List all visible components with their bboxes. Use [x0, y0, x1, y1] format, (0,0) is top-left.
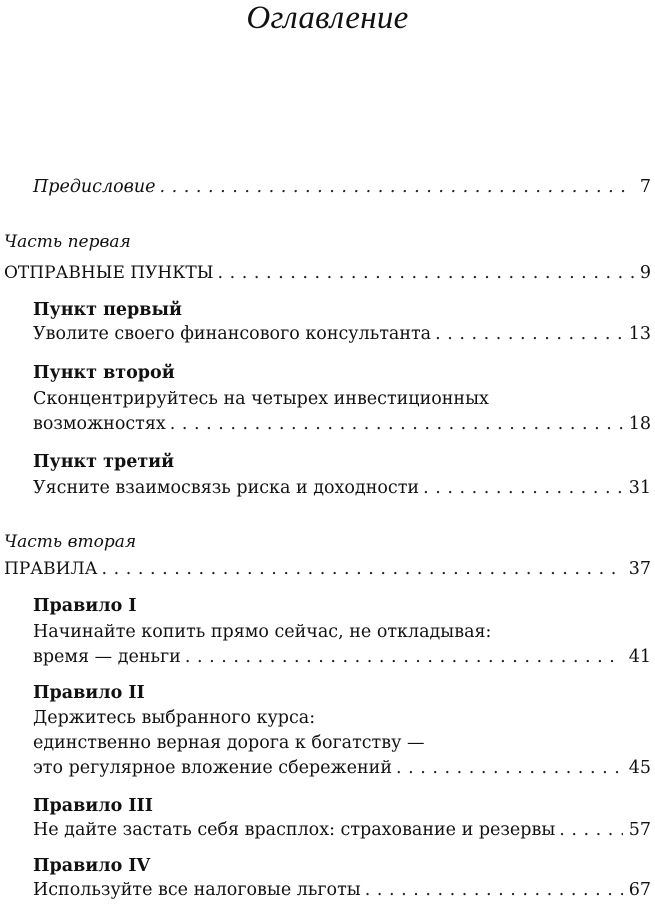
toc-page-number: 41 — [628, 647, 651, 667]
leader-dots — [396, 756, 623, 780]
toc-page-number: 9 — [639, 263, 651, 283]
toc-entry-preface[interactable] — [33, 175, 651, 199]
toc-entry-part1-heading[interactable] — [4, 261, 651, 285]
toc-entry-label-line: Сконцентрируйтесь на четырех инвестиционных — [33, 389, 489, 409]
toc-page-number: 57 — [628, 820, 651, 840]
toc-entry[interactable] — [33, 322, 651, 346]
toc-entry-label-line: Начинайте копить прямо сейчас, не откладывая: — [33, 622, 492, 642]
section-title: Пункт второй — [33, 363, 175, 383]
leader-dots — [102, 557, 623, 581]
toc-page-number: 18 — [628, 414, 651, 434]
leader-dots — [159, 175, 633, 199]
section-title: Правило II — [33, 683, 145, 703]
part-heading: ОТПРАВНЫЕ ПУНКТЫ — [4, 263, 214, 283]
part-heading: ПРАВИЛА — [4, 559, 98, 579]
toc-entry[interactable] — [33, 476, 651, 500]
toc-entry-label: это регулярное вложение сбережений — [33, 758, 392, 778]
toc-page-number: 45 — [628, 758, 651, 778]
leader-dots — [217, 261, 633, 285]
toc-entry-label: Уволите своего финансового консультанта — [33, 324, 432, 344]
toc-entry-label: Используйте все налоговые льготы — [33, 880, 361, 900]
part-label: Часть вторая — [4, 532, 137, 552]
section-title: Правило IV — [33, 856, 151, 876]
toc-entry-label: возможностях — [33, 414, 166, 434]
part-label: Часть первая — [4, 232, 131, 252]
toc-entry-label: Предисловие — [33, 177, 156, 197]
section-title: Правило III — [33, 796, 153, 816]
leader-dots — [423, 476, 623, 500]
leader-dots — [170, 412, 623, 436]
toc-entry-part2-heading[interactable] — [4, 557, 651, 581]
toc-entry[interactable] — [33, 818, 651, 842]
section-title: Пункт третий — [33, 452, 175, 472]
toc-entry[interactable] — [33, 645, 651, 669]
leader-dots — [559, 818, 622, 842]
toc-entry-label-line: Держитесь выбранного курса: — [33, 708, 316, 728]
toc-entry-label: Уясните взаимосвязь риска и доходности — [33, 478, 420, 498]
section-title: Правило I — [33, 596, 137, 616]
toc-entry[interactable] — [33, 878, 651, 902]
toc-page-number: 13 — [628, 324, 651, 344]
toc-page-number: 7 — [639, 177, 651, 197]
page-title: Оглавление — [246, 0, 409, 36]
toc-page-number: 67 — [628, 880, 651, 900]
leader-dots — [365, 878, 623, 902]
toc-page-number: 31 — [628, 478, 651, 498]
toc-entry[interactable] — [33, 412, 651, 436]
toc-entry-label: Не дайте застать себя врасплох: страхование и резервы — [33, 820, 556, 840]
leader-dots — [185, 645, 623, 669]
leader-dots — [435, 322, 623, 346]
toc-entry-label: время — деньги — [33, 647, 181, 667]
toc-entry[interactable] — [33, 756, 651, 780]
toc-page-number: 37 — [628, 559, 651, 579]
toc-entry-label-line: единственно верная дорога к богатству — — [33, 733, 425, 753]
section-title: Пункт первый — [33, 300, 182, 320]
